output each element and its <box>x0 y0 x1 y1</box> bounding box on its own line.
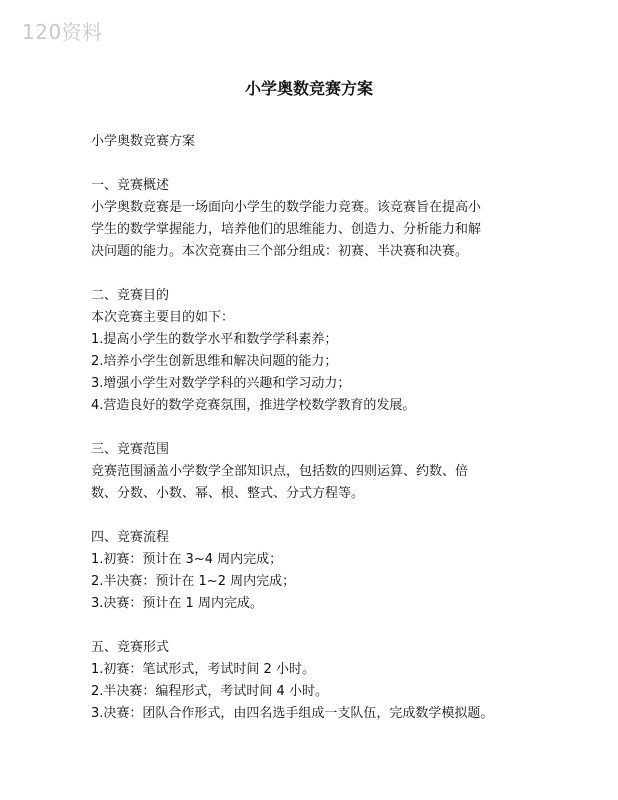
list-item: 4.营造良好的数学竞赛氛围，推进学校数学教育的发展。 <box>91 398 416 413</box>
list-item: 2.半决赛：预计在 1~2 周内完成； <box>91 574 296 589</box>
section-format <box>91 637 539 725</box>
list-item: 1.提高小学生的数学水平和数学学科素养； <box>91 332 338 347</box>
list-item: 1.初赛：笔试形式，考试时间 2 小时。 <box>91 662 315 677</box>
paragraph-line: 学生的数学掌握能力，培养他们的思维能力、创造力、分析能力和解 <box>91 222 482 237</box>
paragraph-line: 本次竞赛主要目的如下： <box>91 310 235 325</box>
list-item: 3.增强小学生对数学学科的兴趣和学习动力； <box>91 376 351 391</box>
watermark-logo: 120资料 <box>22 20 103 44</box>
list-item: 3.决赛：预计在 1 周内完成。 <box>91 596 263 611</box>
list-item: 3.决赛：团队合作形式，由四名选手组成一支队伍，完成数学模拟题。 <box>91 706 494 721</box>
section-purpose <box>91 285 539 417</box>
paragraph-line: 小学奥数竞赛是一场面向小学生的数学能力竞赛。该竞赛旨在提高小 <box>91 200 482 215</box>
list-item: 2.培养小学生创新思维和解决问题的能力； <box>91 354 338 369</box>
list-item: 1.初赛：预计在 3~4 周内完成； <box>91 552 283 567</box>
paragraph-line: 决问题的能力。本次竞赛由三个部分组成：初赛、半决赛和决赛。 <box>91 244 469 259</box>
list-item: 2.半决赛：编程形式，考试时间 4 小时。 <box>91 684 328 699</box>
document-subtitle: 小学奥数竞赛方案 <box>91 134 196 149</box>
document-body <box>91 131 539 747</box>
section-heading: 五、竞赛形式 <box>91 640 170 655</box>
section-heading: 一、竞赛概述 <box>91 178 170 193</box>
section-heading: 四、竞赛流程 <box>91 530 170 545</box>
paragraph-line: 数、分数、小数、幂、根、整式、分式方程等。 <box>91 486 365 501</box>
document-title: 小学奥数竞赛方案 <box>244 79 373 98</box>
paragraph-line: 竞赛范围涵盖小学数学全部知识点，包括数的四则运算、约数、倍 <box>91 464 469 479</box>
section-scope <box>91 439 539 505</box>
section-overview <box>91 175 539 263</box>
section-process <box>91 527 539 615</box>
section-heading: 二、竞赛目的 <box>91 288 170 303</box>
section-heading: 三、竞赛范围 <box>91 442 170 457</box>
